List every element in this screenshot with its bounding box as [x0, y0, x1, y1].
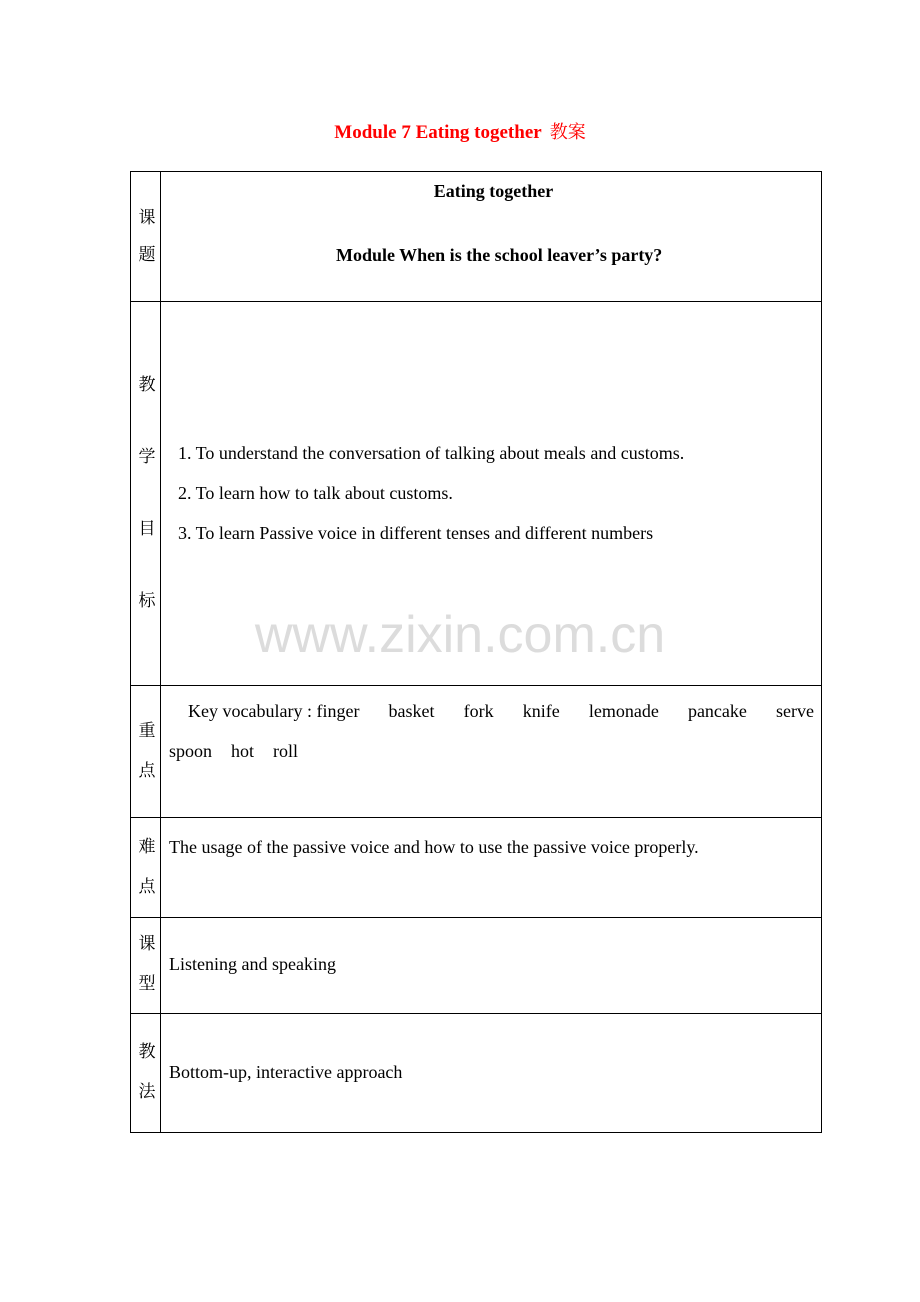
row-label-char: 法 [138, 1082, 156, 1101]
vocabulary-word: finger [316, 701, 360, 721]
lesson-topic: Eating together [433, 181, 554, 201]
vocabulary-word: hot [231, 741, 255, 761]
lesson-unit: Module When is the school leaver’s party? [336, 245, 663, 265]
row-label-char: 型 [138, 974, 156, 993]
vocabulary-word: pancake [687, 701, 747, 721]
vocabulary-word: knife [522, 701, 560, 721]
vocabulary-word: lemonade [588, 701, 659, 721]
vocabulary-line [169, 741, 298, 761]
objective-item: 3. To learn Passive voice in different tenses and different numbers [178, 523, 654, 543]
vocabulary-word: fork [463, 701, 494, 721]
watermark: www.zixin.com.cn [254, 606, 666, 664]
vocabulary-word: basket [388, 701, 435, 721]
key-points-row [130, 685, 822, 817]
row-label-char: 学 [138, 447, 156, 466]
row-label-char: 目 [138, 519, 156, 538]
row-label-char: 难 [138, 837, 156, 856]
title-text: Module 7 Eating together [334, 122, 542, 143]
objectives-row [130, 301, 822, 685]
lesson-type-row [130, 917, 822, 1013]
topic-row [130, 171, 822, 301]
difficulties-text: The usage of the passive voice and how to use the passive voice properly. [169, 837, 699, 857]
teaching-method-row [130, 1013, 822, 1132]
difficulties-row [130, 817, 822, 917]
row-label-char: 标 [138, 591, 156, 610]
row-label-char: 课 [138, 208, 156, 227]
row-label-char: 题 [138, 245, 156, 264]
row-label-char: 课 [138, 934, 156, 953]
vocabulary-item [188, 701, 359, 721]
title-cn: 教案 [549, 122, 586, 142]
vocabulary-word: spoon [169, 741, 213, 761]
row-label-char: 教 [138, 1042, 156, 1061]
teaching-method-text: Bottom-up, interactive approach [169, 1062, 403, 1082]
document-title [0, 121, 920, 144]
row-label-char: 重 [138, 721, 156, 740]
row-label-char: 点 [138, 761, 156, 780]
vocabulary-word: serve [776, 701, 814, 721]
lesson-type-text: Listening and speaking [169, 954, 336, 974]
row-label-char: 教 [138, 375, 156, 394]
objective-item: 1. To understand the conversation of talking about meals and customs. [178, 443, 685, 463]
row-label-char: 点 [138, 877, 156, 896]
objective-item: 2. To learn how to talk about customs. [178, 483, 453, 503]
vocabulary-word: roll [273, 741, 299, 761]
vocabulary-line [188, 701, 814, 721]
vocabulary-intro: Key vocabulary : [188, 701, 312, 721]
